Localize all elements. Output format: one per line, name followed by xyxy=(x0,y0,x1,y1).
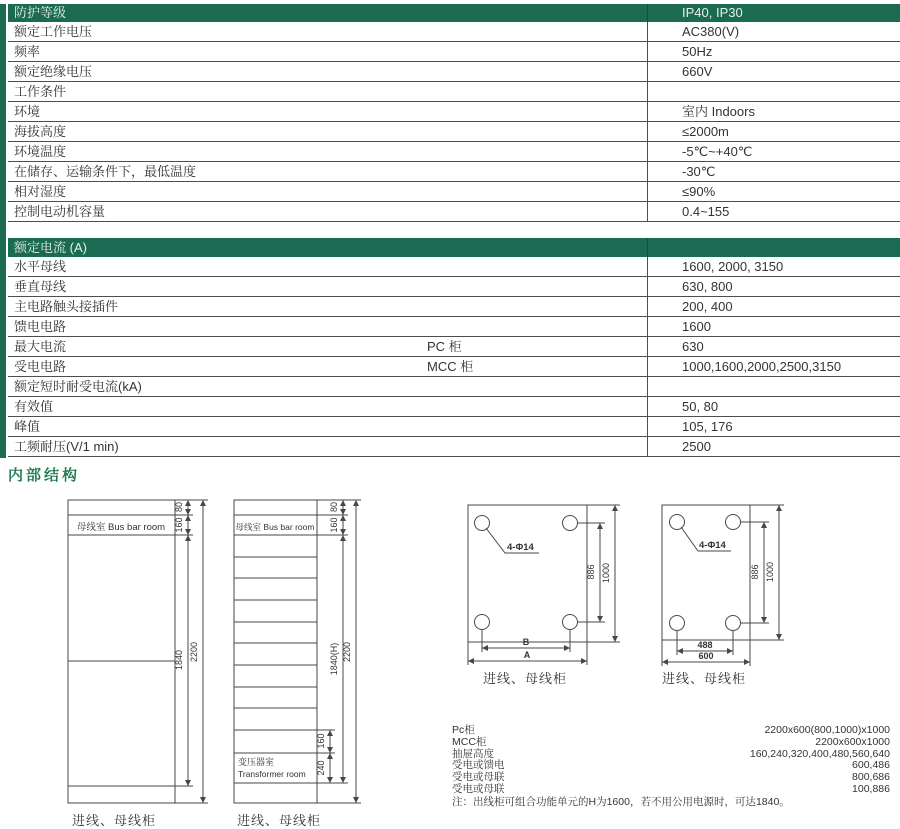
spec-label: MCC柜 xyxy=(452,735,487,748)
table-row xyxy=(8,162,900,182)
row-value xyxy=(647,82,900,102)
spec-row xyxy=(452,772,890,784)
busbar-room-label: 母线室 Bus bar room xyxy=(235,522,315,532)
dimension-label-2200: 2200 xyxy=(342,641,352,663)
spec-value: 800,686 xyxy=(852,771,890,784)
row-mid-label: MCC 柜 xyxy=(427,359,474,374)
dimension-label-600: 600 xyxy=(698,651,714,661)
table-header-row xyxy=(8,238,900,257)
row-value: -30℃ xyxy=(647,162,900,182)
row-value: 50Hz xyxy=(647,42,900,62)
dimension-label-a: A xyxy=(523,650,531,660)
table-row xyxy=(8,377,900,397)
dimension-label-160-low: 160 xyxy=(316,733,326,749)
row-value: 630 xyxy=(647,337,900,357)
row-mid-label: PC 柜 xyxy=(427,339,462,354)
spec-row xyxy=(452,737,890,749)
table-row xyxy=(8,297,900,317)
row-value: 0.4~155 xyxy=(647,202,900,222)
table-header-row xyxy=(8,4,900,22)
table-row xyxy=(8,357,900,377)
spec-note: 注：出线柜可组合功能单元的H为1600，若不用公用电源时，可达1840。 xyxy=(452,795,790,808)
row-value: ≤2000m xyxy=(647,122,900,142)
table-row xyxy=(8,82,900,102)
table-row xyxy=(8,257,900,277)
spec-label: Pc柜 xyxy=(452,724,475,736)
spec-row xyxy=(452,784,890,796)
spec-row xyxy=(452,749,890,761)
spec-label: 受电或馈电 xyxy=(452,759,505,772)
base-plan-diagram-2 xyxy=(650,494,800,674)
table-row xyxy=(8,62,900,82)
row-label: 额定工作电压 xyxy=(8,22,647,42)
row-value: ≤90% xyxy=(647,182,900,202)
dimension-label-2200: 2200 xyxy=(189,641,199,663)
row-value: 室内 Indoors xyxy=(647,102,900,122)
row-label: 水平母线 xyxy=(8,257,647,277)
spec-label: 抽屉高度 xyxy=(452,747,494,760)
dimension-label-80: 80 xyxy=(174,501,184,513)
row-label: 馈电电路 xyxy=(8,317,647,337)
spec-value: 2200x600x1000 xyxy=(815,735,890,748)
row-value: 50, 80 xyxy=(647,397,900,417)
spec-value: 600,486 xyxy=(852,759,890,772)
left-accent-strip xyxy=(0,4,6,458)
row-label: 环境温度 xyxy=(8,142,647,162)
row-label: 相对湿度 xyxy=(8,182,647,202)
dimension-label-240: 240 xyxy=(316,760,326,776)
dimension-label-488: 488 xyxy=(697,640,713,650)
hole-callout-label: 4-Φ14 xyxy=(507,542,534,553)
dimension-label-886: 886 xyxy=(586,564,596,580)
row-label: 工频耐压(V/1 min) xyxy=(8,437,647,457)
row-value xyxy=(647,377,900,397)
row-label: 频率 xyxy=(8,42,647,62)
section-heading-internal-structure: 内部结构 xyxy=(8,467,81,484)
row-label: 额定短时耐受电流(kA) xyxy=(8,377,647,397)
row-label: 控制电动机容量 xyxy=(8,202,647,222)
dimension-label-160: 160 xyxy=(174,517,184,533)
row-label: 海拔高度 xyxy=(8,122,647,142)
hole-callout-label: 4-Φ14 xyxy=(699,540,726,551)
spec-value: 2200x600(800,1000)x1000 xyxy=(764,724,890,736)
row-value: 1600 xyxy=(647,317,900,337)
spec-label: 受电或母联 xyxy=(452,782,505,795)
dimension-label-1000: 1000 xyxy=(765,561,775,583)
table-row xyxy=(8,437,900,457)
header-value: IP40, IP30 xyxy=(647,4,900,22)
table-row xyxy=(8,182,900,202)
row-value: 105, 176 xyxy=(647,417,900,437)
row-value: 200, 400 xyxy=(647,297,900,317)
diagram-caption: 进线、母线柜 xyxy=(483,671,568,686)
table-row xyxy=(8,42,900,62)
row-label: 环境 xyxy=(8,102,647,122)
row-value: AC380(V) xyxy=(647,22,900,42)
dimension-label-160: 160 xyxy=(329,517,339,533)
dimension-label-1840: 1840 xyxy=(174,649,184,671)
header-value xyxy=(647,238,900,257)
table-row xyxy=(8,417,900,437)
spec-row xyxy=(452,760,890,772)
table-row xyxy=(8,202,900,222)
table-row xyxy=(8,22,900,42)
row-label: 受电电路 xyxy=(8,357,647,377)
row-value: -5℃~+40℃ xyxy=(647,142,900,162)
transformer-room-label-cn: 变压器室 xyxy=(238,757,275,767)
dimension-label-b: B xyxy=(522,637,530,647)
row-label: 有效值 xyxy=(8,397,647,417)
dimension-label-1000: 1000 xyxy=(601,562,611,584)
row-label: 在储存、运输条件下，最低温度 xyxy=(8,162,647,182)
header-label: 额定电流 (A) xyxy=(14,240,87,255)
diagram-caption: 进线、母线柜 xyxy=(662,671,747,686)
busbar-room-label: 母线室 Bus bar room xyxy=(76,522,166,533)
cabinet-front-diagram-1 xyxy=(60,494,220,814)
rated-current-spec-table xyxy=(8,238,900,457)
cabinet-front-diagram-2 xyxy=(225,494,365,814)
table-row xyxy=(8,397,900,417)
row-value: 660V xyxy=(647,62,900,82)
spec-label: 受电或母联 xyxy=(452,771,505,784)
diagram-caption: 进线、母线柜 xyxy=(72,813,157,828)
table-row xyxy=(8,337,900,357)
row-value: 2500 xyxy=(647,437,900,457)
table-row xyxy=(8,142,900,162)
row-label: 垂直母线 xyxy=(8,277,647,297)
row-label: 主电路触头接插件 xyxy=(8,297,647,317)
base-plan-diagram-1 xyxy=(455,494,635,674)
row-label: 工作条件 xyxy=(8,82,647,102)
row-value: 1600, 2000, 3150 xyxy=(647,257,900,277)
diagram-caption: 进线、母线柜 xyxy=(237,813,322,828)
row-label: 峰值 xyxy=(8,417,647,437)
row-label: 最大电流 xyxy=(8,337,647,357)
row-value: 1000,1600,2000,2500,3150 xyxy=(647,357,900,377)
transformer-room-label-en: Transformer room xyxy=(238,769,306,779)
dimension-spec-list xyxy=(452,725,890,809)
spec-value: 100,886 xyxy=(852,782,890,795)
table-row xyxy=(8,277,900,297)
header-label: 防护等级 xyxy=(14,5,67,20)
row-value: 630, 800 xyxy=(647,277,900,297)
dimension-label-80: 80 xyxy=(329,501,339,513)
protection-spec-table xyxy=(8,4,900,222)
row-label: 额定绝缘电压 xyxy=(8,62,647,82)
table-row xyxy=(8,102,900,122)
dimension-label-1840h: 1840(H) xyxy=(329,642,339,676)
dimension-label-886: 886 xyxy=(750,564,760,580)
table-row xyxy=(8,122,900,142)
table-row xyxy=(8,317,900,337)
spec-value: 160,240,320,400,480,560,640 xyxy=(749,747,890,760)
